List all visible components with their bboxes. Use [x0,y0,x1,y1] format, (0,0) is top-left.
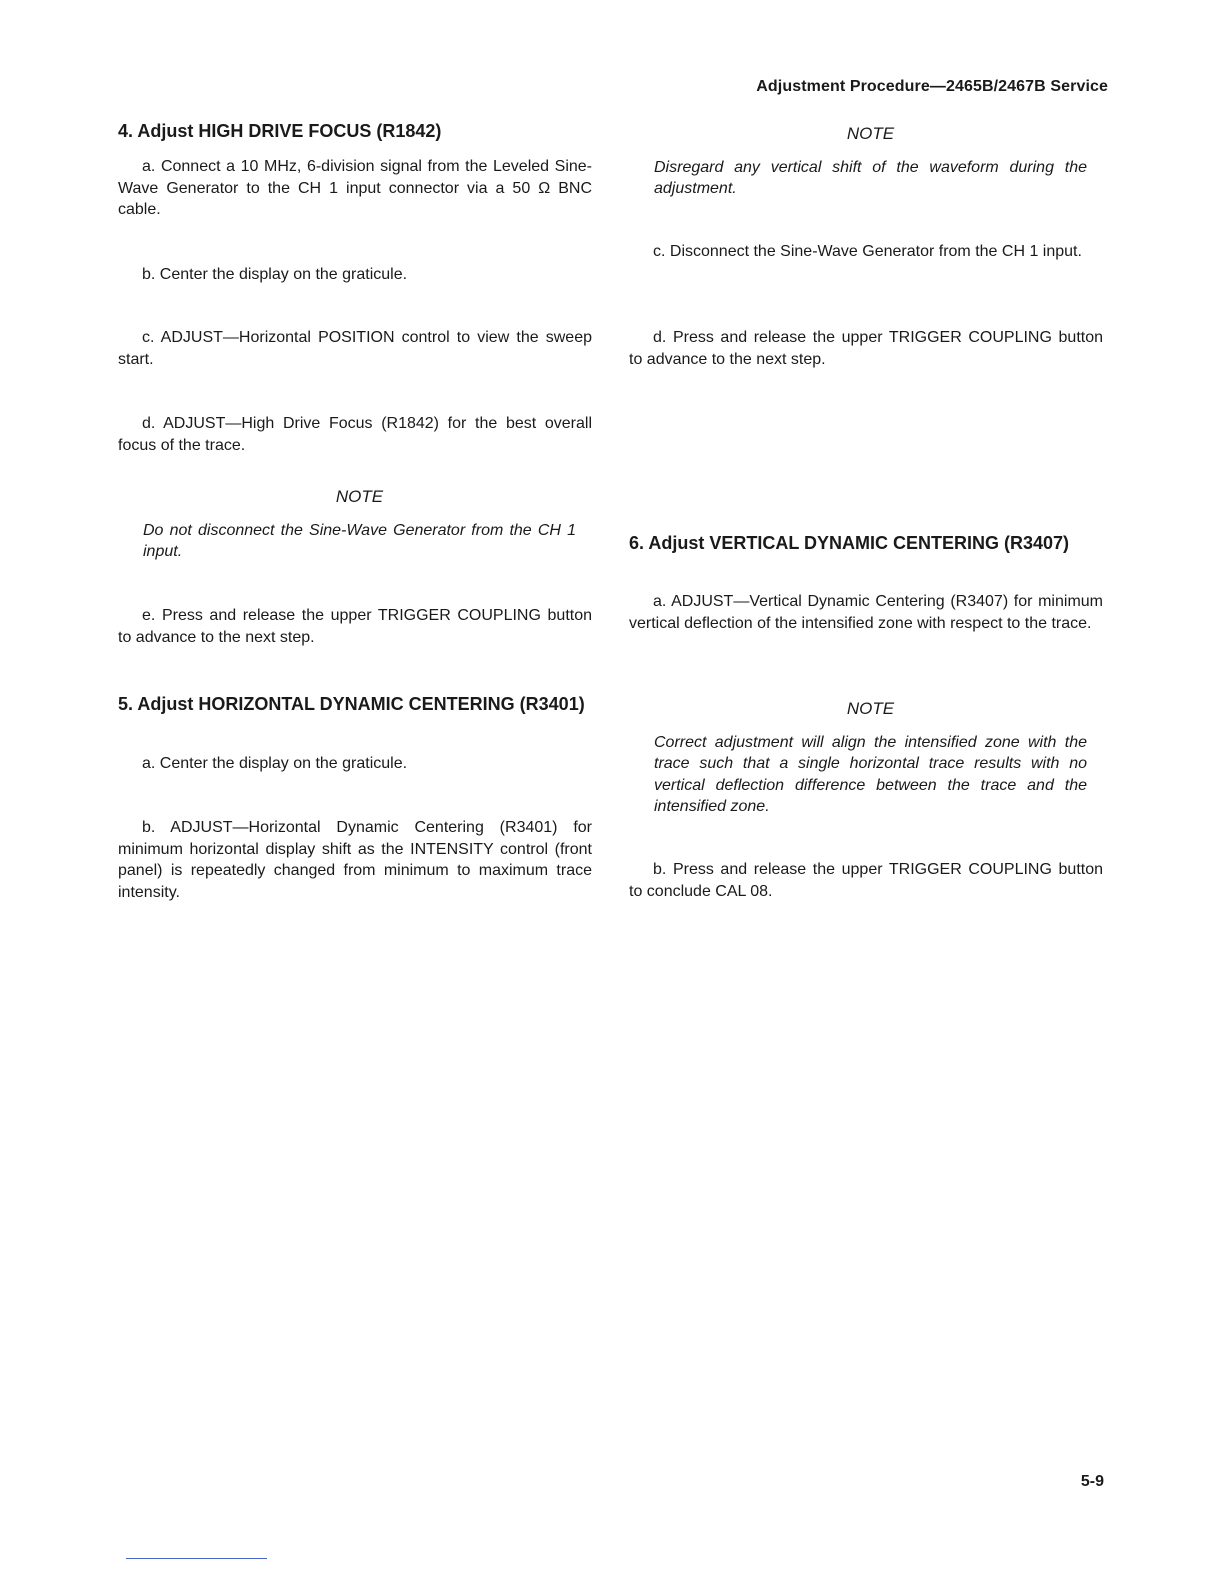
right-step-d: d. Press and release the upper TRIGGER COUPLING button to advance to the next step. [629,329,1103,368]
section-4-step-b: b. Center the display on the graticule. [142,266,408,283]
section-6 [629,532,1103,554]
note-text: Correct adjustment will align the intensified zone with the trace such that a single horizontal trace results with no vertical deflection difference between the trace and the intensified zone. [654,733,1087,815]
section-4-heading: 4. Adjust HIGH DRIVE FOCUS (R1842) [118,121,442,141]
note-title: NOTE [846,124,895,143]
section-5 [118,693,592,715]
section-6-note [629,698,1103,818]
section-5-step-a: a. Center the display on the graticule. [142,755,408,772]
section-4-note [118,486,592,563]
section-5-heading: 5. Adjust HORIZONTAL DYNAMIC CENTERING (R3401) [118,694,585,714]
section-4-step-e: e. Press and release the upper TRIGGER COUPLING button to advance to the next step. [118,607,592,646]
section-4-step-c: c. ADJUST—Horizontal POSITION control to view the sweep start. [118,329,592,368]
note-text: Disregard any vertical shift of the waveform during the adjustment. [654,158,1087,197]
section-5-step-b: b. ADJUST—Horizontal Dynamic Centering (R3401) for minimum horizontal display shift as the INTENSITY control (front panel) is repeatedly changed from minimum to maximum trace intensity. [118,819,592,901]
right-step-c: c. Disconnect the Sine-Wave Generator from the CH 1 input. [653,243,1082,260]
note-title: NOTE [335,487,384,506]
section-6-step-b: b. Press and release the upper TRIGGER COUPLING button to conclude CAL 08. [629,861,1103,900]
section-6-heading: 6. Adjust VERTICAL DYNAMIC CENTERING (R3407) [629,533,1070,553]
section-4 [118,120,592,142]
note-title: NOTE [846,699,895,718]
section-4-step-a: a. Connect a 10 MHz, 6-division signal from the Leveled Sine-Wave Generator to the CH 1 input connector via a 50 Ω BNC cable. [118,158,592,218]
note-text: Do not disconnect the Sine-Wave Generator from the CH 1 input. [143,521,576,560]
footer-rule [126,1558,267,1559]
page-header: Adjustment Procedure—2465B/2467B Service [756,78,1108,95]
right-note-1 [629,123,1103,200]
section-4-step-d: d. ADJUST—High Drive Focus (R1842) for the best overall focus of the trace. [118,415,592,454]
page-number: 5-9 [1080,1473,1104,1490]
section-6-step-a: a. ADJUST—Vertical Dynamic Centering (R3407) for minimum vertical deflection of the intensified zone with respect to the trace. [629,593,1103,632]
